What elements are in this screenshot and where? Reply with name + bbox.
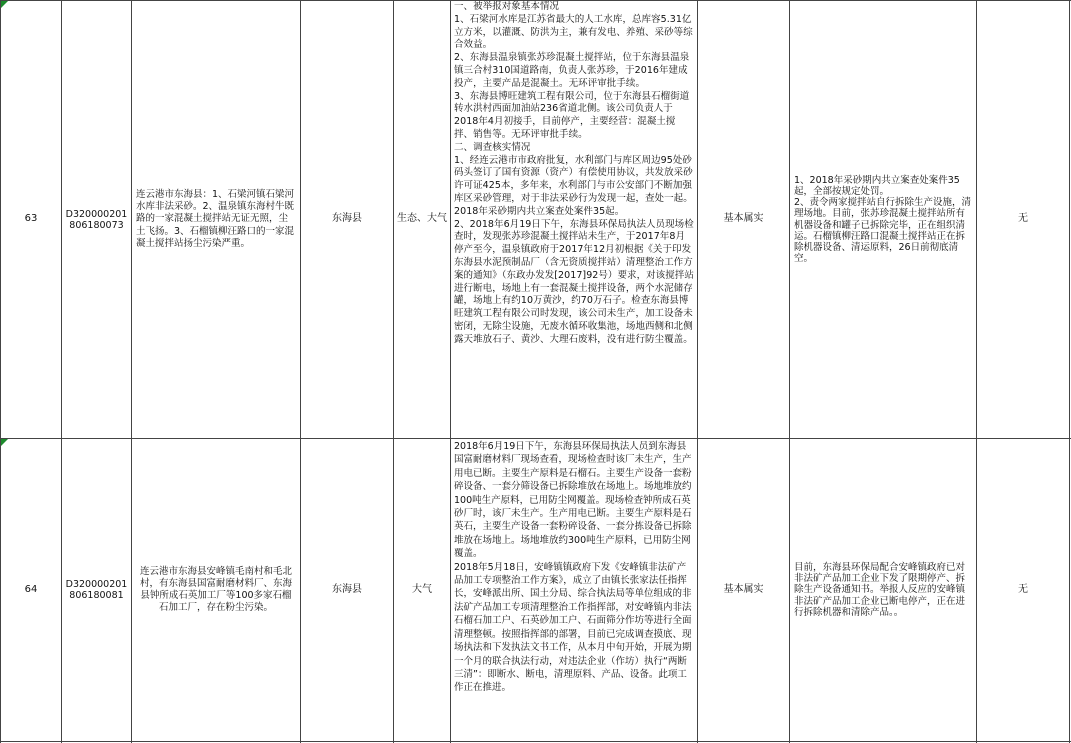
case-code-cell: D320000201 806180081 <box>65 579 128 601</box>
accountability-cell: 无 <box>1018 213 1028 225</box>
handling-cell: 1、2018年采砂期内共立案查处案件35起，全部按规定处罚。 2、责令两家搅拌站自行拆除生产设施，清理场地。目前，张苏珍混凝土搅拌站所有机器设备和罐子已拆除完毕，正在组织清运。石榴镇柳汪路口混凝土搅拌站正在拆除机器设备、清运原料，26日前彻底清空。 <box>794 174 972 265</box>
grid-line <box>1069 0 1070 743</box>
investigation-details-cell: 2018年6月19日下午，东海县环保局执法人员到东海县国富耐磨材料厂现场查看，现场检查时该厂未生产，生产用电已断。主要生产原料是石榴石。主要生产设备一套粉碎设备、一套分筛设备已拆除堆放在场地上。场地堆放约100吨生产原料，已用防尘网覆盖。现场检查钟所成石英砂厂时，该厂未生产。生产用电已断。主要生产原料是石英石，主要生产设备一套粉碎设备、一套分拣设备已拆除堆放在场地上。场地堆放约300吨生产原料，已用防尘网覆盖。 2018年5月18日，安峰镇镇政府下发《安峰镇非法矿产品加工专项整治工作方案》，成立了由镇长张家法任指挥长，安峰派出所、国土分局、综合执法局等单位组成的非法矿产品加工专项清理整治工作指挥部，对安峰镇内非法石榴石加工户、石英砂加工户、石面筛分作坊等进行全面清理整顿。按照指挥部的部署，目前已完成调查摸底、现场执法和下发执法文书工作，从本月中旬开始，开展为期一个月的联合执法行动，对违法企业（作坊）执行“两断三清”：即断水、断电，清理原料、产品、设备。此项工作正在推进。 <box>454 441 692 694</box>
index-cell: 63 <box>24 213 38 225</box>
grid-line <box>0 741 1071 742</box>
case-code-cell: D320000201 806180073 <box>65 208 128 231</box>
investigation-details-cell: 一、被举报对象基本情况 1、石梁河水库是江苏省最大的人工水库，总库容5.31亿立方米，以灌溉、防洪为主，兼有发电、养殖、采砂等综合效益。 2、东海县温泉镇张苏珍混凝土搅拌站，位于东海县温泉镇三合村310国道路南，负责人张苏珍，于2016年建成投产，主要产品是混凝土。无环评审批手续。 3、东海县博旺建筑工程有限公司，位于东海县石榴街道转水洪村西面加油站236省道北侧。该公司负责人于2018年4月初接手，目前停产，主要经营：混凝土搅拌、销售等。无环评审批手续。 二、调查核实情况 1、经连云港市市政府批复，水利部门与库区周边95处砂码头签订了国有资源（资产）有偿使用协议，共发放采砂许可证425本，多年来，水利部门与市公安部门不断加强库区采砂管理，对于非法采砂行为发现一起，查处一起。2018年采砂期内共立案查处案件35起。 2、2018年6月19日下午，东海县环保局执法人员现场检查时，发现张苏珍混凝土搅拌站未生产，于2017年8月停产至今，温泉镇政府于2017年12月初根据《关于印发东海县水泥预制品厂（含无资质搅拌站）清理整治工作方案的通知》（东政办发发[2017]92号）要求，对该搅拌站进行断电，场地上有一套混凝土搅拌设备，两个水泥储存罐，场地上有约10万黄沙，约70万石子。检查东海县博旺建筑工程有限公司时发现，该公司未生产，加工设备未密闭，无除尘设施，无废水循环收集池，场地西侧和北侧露天堆放石子、黄沙、大理石废料，没有进行防尘覆盖。 <box>454 1 694 345</box>
handling-cell: 目前，东海县环保局配合安峰镇政府已对非法矿产品加工企业下发了限期停产、拆除生产设备通知书。举报人反应的安峰镇非法矿产品加工企业已断电停产，正在进行拆除机器和清除产品。。 <box>794 561 966 618</box>
pollution-type-cell: 大气 <box>412 583 432 595</box>
index-cell: 64 <box>24 583 38 595</box>
complaint-cell: 连云港市东海县：1、石梁河镇石梁河水库非法采砂。2、温泉镇东海村牛既路的一家混凝土搅拌站无证无照，尘土飞扬。3、石榴镇柳汪路口的一家混凝土搅拌站扬尘污染严重。 <box>136 188 295 249</box>
verdict-cell: 基本属实 <box>723 213 764 225</box>
pollution-type-cell: 生态、大气 <box>397 213 447 225</box>
accountability-cell: 无 <box>1018 583 1028 595</box>
complaint-cell: 连云港市东海县安峰镇毛南村和毛北村，有东海县国富耐磨材料厂、东海县钟所成石英加工厂等100多家石榴石加工厂，存在粉尘污染。 <box>139 565 292 614</box>
county-cell: 东海县 <box>332 213 362 225</box>
county-cell: 东海县 <box>332 583 362 595</box>
verdict-cell: 基本属实 <box>723 583 764 595</box>
